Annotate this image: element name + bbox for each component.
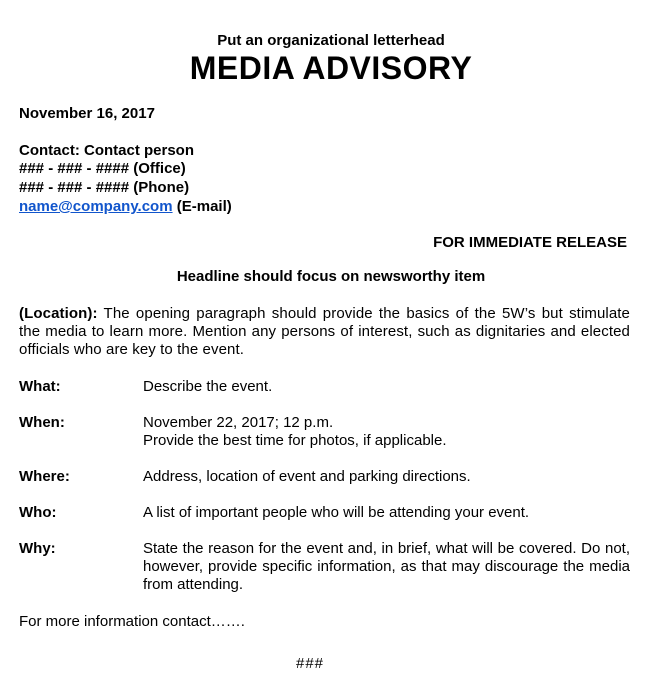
release-notice: FOR IMMEDIATE RELEASE	[433, 234, 627, 251]
where-label: Where:	[19, 468, 70, 485]
when-label: When:	[19, 414, 65, 431]
page-title: MEDIA ADVISORY	[189, 50, 473, 86]
intro-paragraph	[19, 305, 630, 359]
advisory-date: November 16, 2017	[19, 105, 155, 122]
contact-email-line	[19, 198, 232, 215]
what-value: Describe the event.	[143, 378, 273, 395]
who-label: Who:	[19, 504, 57, 521]
contact-heading: Contact: Contact person	[19, 142, 195, 159]
headline: Headline should focus on newsworthy item	[176, 268, 486, 285]
location-label: (Location):	[19, 305, 98, 322]
when-value: November 22, 2017; 12 p.m.	[143, 414, 334, 431]
why-value: State the reason for the event and, in brief, what will be covered. Do not, however, provide specific information, as that may discourage the media from attending.	[143, 540, 630, 593]
contact-email-suffix: (E-mail)	[172, 198, 232, 215]
contact-office-phone: ### - ### - #### (Office)	[19, 160, 186, 177]
where-value: Address, location of event and parking directions.	[143, 468, 471, 485]
contact-email-link[interactable]: name@company.com	[19, 198, 173, 215]
who-value: A list of important people who will be attending your event.	[143, 504, 530, 521]
contact-phone: ### - ### - #### (Phone)	[19, 179, 190, 196]
when-note: Provide the best time for photos, if applicable.	[143, 432, 447, 449]
end-mark: ###	[296, 655, 325, 672]
letterhead-placeholder: Put an organizational letterhead	[217, 32, 445, 49]
more-info-footer: For more information contact…….	[19, 613, 245, 630]
intro-text: The opening paragraph should provide the basics of the 5W’s but stimulate the media to learn more. Mention any persons of interest, such as dignitaries and elected officials who are key to the event.	[19, 305, 630, 358]
what-label: What:	[19, 378, 61, 395]
why-label: Why:	[19, 540, 56, 557]
